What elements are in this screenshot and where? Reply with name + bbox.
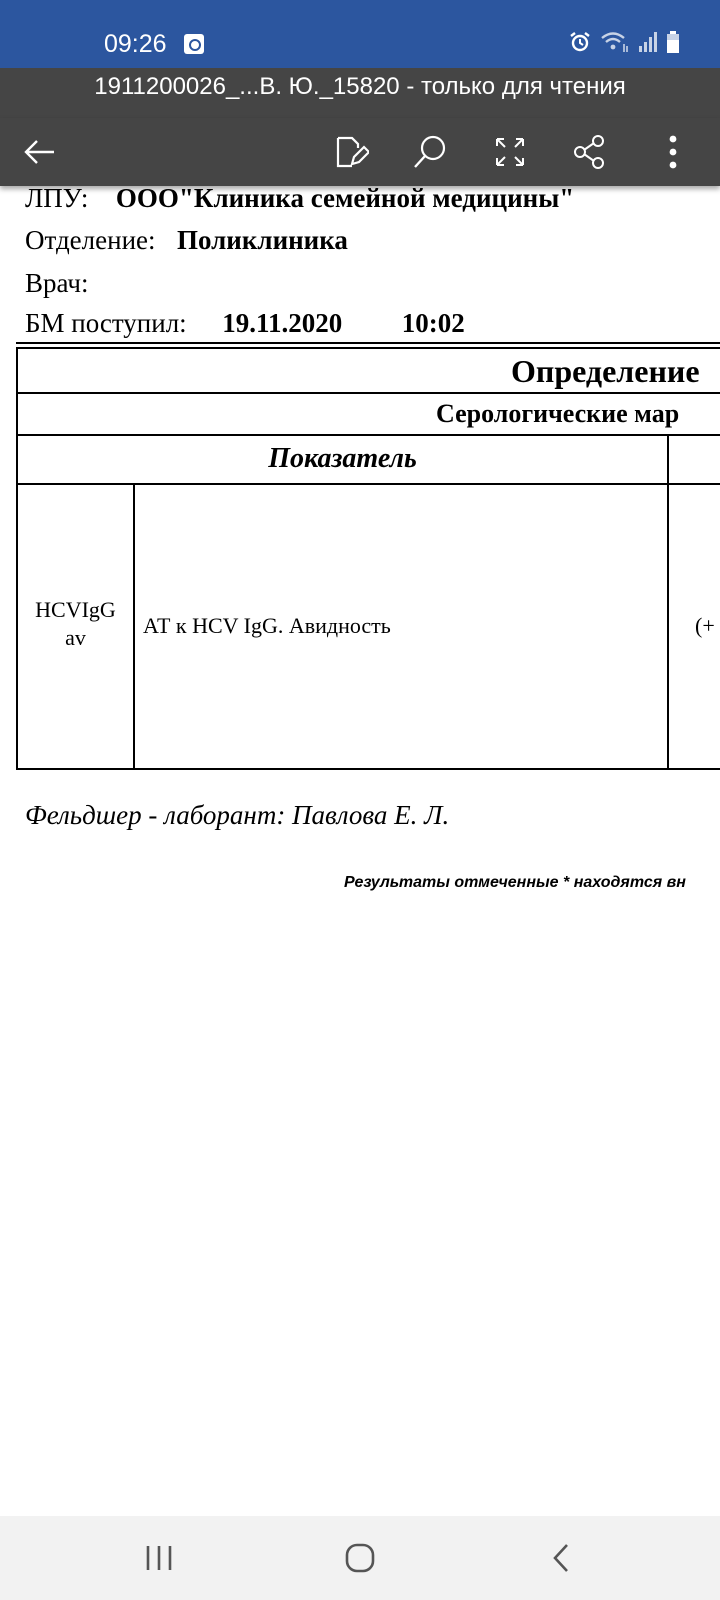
back-icon [551, 1543, 571, 1573]
doctor-label: Врач: [25, 268, 89, 298]
received-time: 10:02 [401, 308, 465, 338]
department-value: Поликлиника [177, 225, 348, 255]
table-column-divider [133, 483, 135, 770]
table-border-bottom [16, 768, 720, 770]
table-border-top-inner [16, 347, 720, 349]
received-label: БМ поступил: [25, 308, 187, 338]
recent-apps-icon [144, 1544, 174, 1572]
lpu-label: ЛПУ: [25, 186, 89, 213]
search-icon [412, 134, 448, 170]
back-button[interactable] [11, 124, 67, 180]
table-column-divider [667, 434, 669, 770]
table-divider [16, 392, 720, 394]
status-time: 09:26 [104, 30, 167, 58]
edit-icon [333, 134, 369, 170]
table-border-left [16, 347, 18, 770]
table-heading: Определение [511, 353, 700, 389]
row-code-line-1: HCVIgG [35, 597, 116, 622]
document-title: 1911200026_...В. Ю._15820 - только для чтения [94, 73, 626, 100]
table-border-top [16, 342, 720, 344]
fullscreen-button[interactable] [482, 124, 538, 180]
signal-icon [638, 30, 658, 54]
fullscreen-icon [494, 136, 526, 168]
status-bar [0, 0, 720, 68]
row-name: АТ к HCV IgG. Авидность [143, 613, 391, 638]
row-code [18, 596, 133, 652]
doctor-line [25, 266, 89, 300]
row-partial-value: (+ [695, 613, 715, 638]
more-options-button[interactable] [645, 124, 701, 180]
battery-icon [666, 30, 680, 54]
search-button[interactable] [402, 124, 458, 180]
app-notification-icon [184, 34, 204, 54]
row-code-line-2: av [65, 625, 86, 650]
back-nav-button[interactable] [533, 1530, 589, 1586]
home-icon [344, 1542, 376, 1574]
toolbar [0, 118, 720, 186]
back-arrow-icon [22, 137, 56, 167]
share-icon [573, 134, 607, 170]
navigation-bar [0, 1516, 720, 1600]
more-options-icon [668, 134, 678, 170]
table-divider [16, 434, 720, 436]
received-date: 19.11.2020 [222, 308, 343, 338]
home-button[interactable] [332, 1530, 388, 1586]
document-view[interactable] [0, 186, 720, 1516]
received-line [25, 306, 465, 340]
edit-button[interactable] [323, 124, 379, 180]
department-line [25, 223, 348, 257]
table-subheading: Серологические мар [436, 399, 680, 428]
title-bar [0, 68, 720, 118]
share-button[interactable] [562, 124, 618, 180]
department-label: Отделение: [25, 225, 156, 255]
column-header-indicator: Показатель [268, 443, 417, 474]
footnote: Результаты отмеченные * находятся вн [344, 874, 686, 891]
status-icons [568, 30, 680, 54]
lpu-line [25, 186, 574, 215]
recent-apps-button[interactable] [131, 1530, 187, 1586]
lpu-value: ООО"Клиника семейной медицины" [115, 186, 575, 213]
technician-signature: Фельдшер - лаборант: Павлова Е. Л. [25, 800, 450, 830]
alarm-icon [568, 30, 592, 54]
wifi-icon [600, 30, 630, 54]
table-divider [16, 483, 720, 485]
